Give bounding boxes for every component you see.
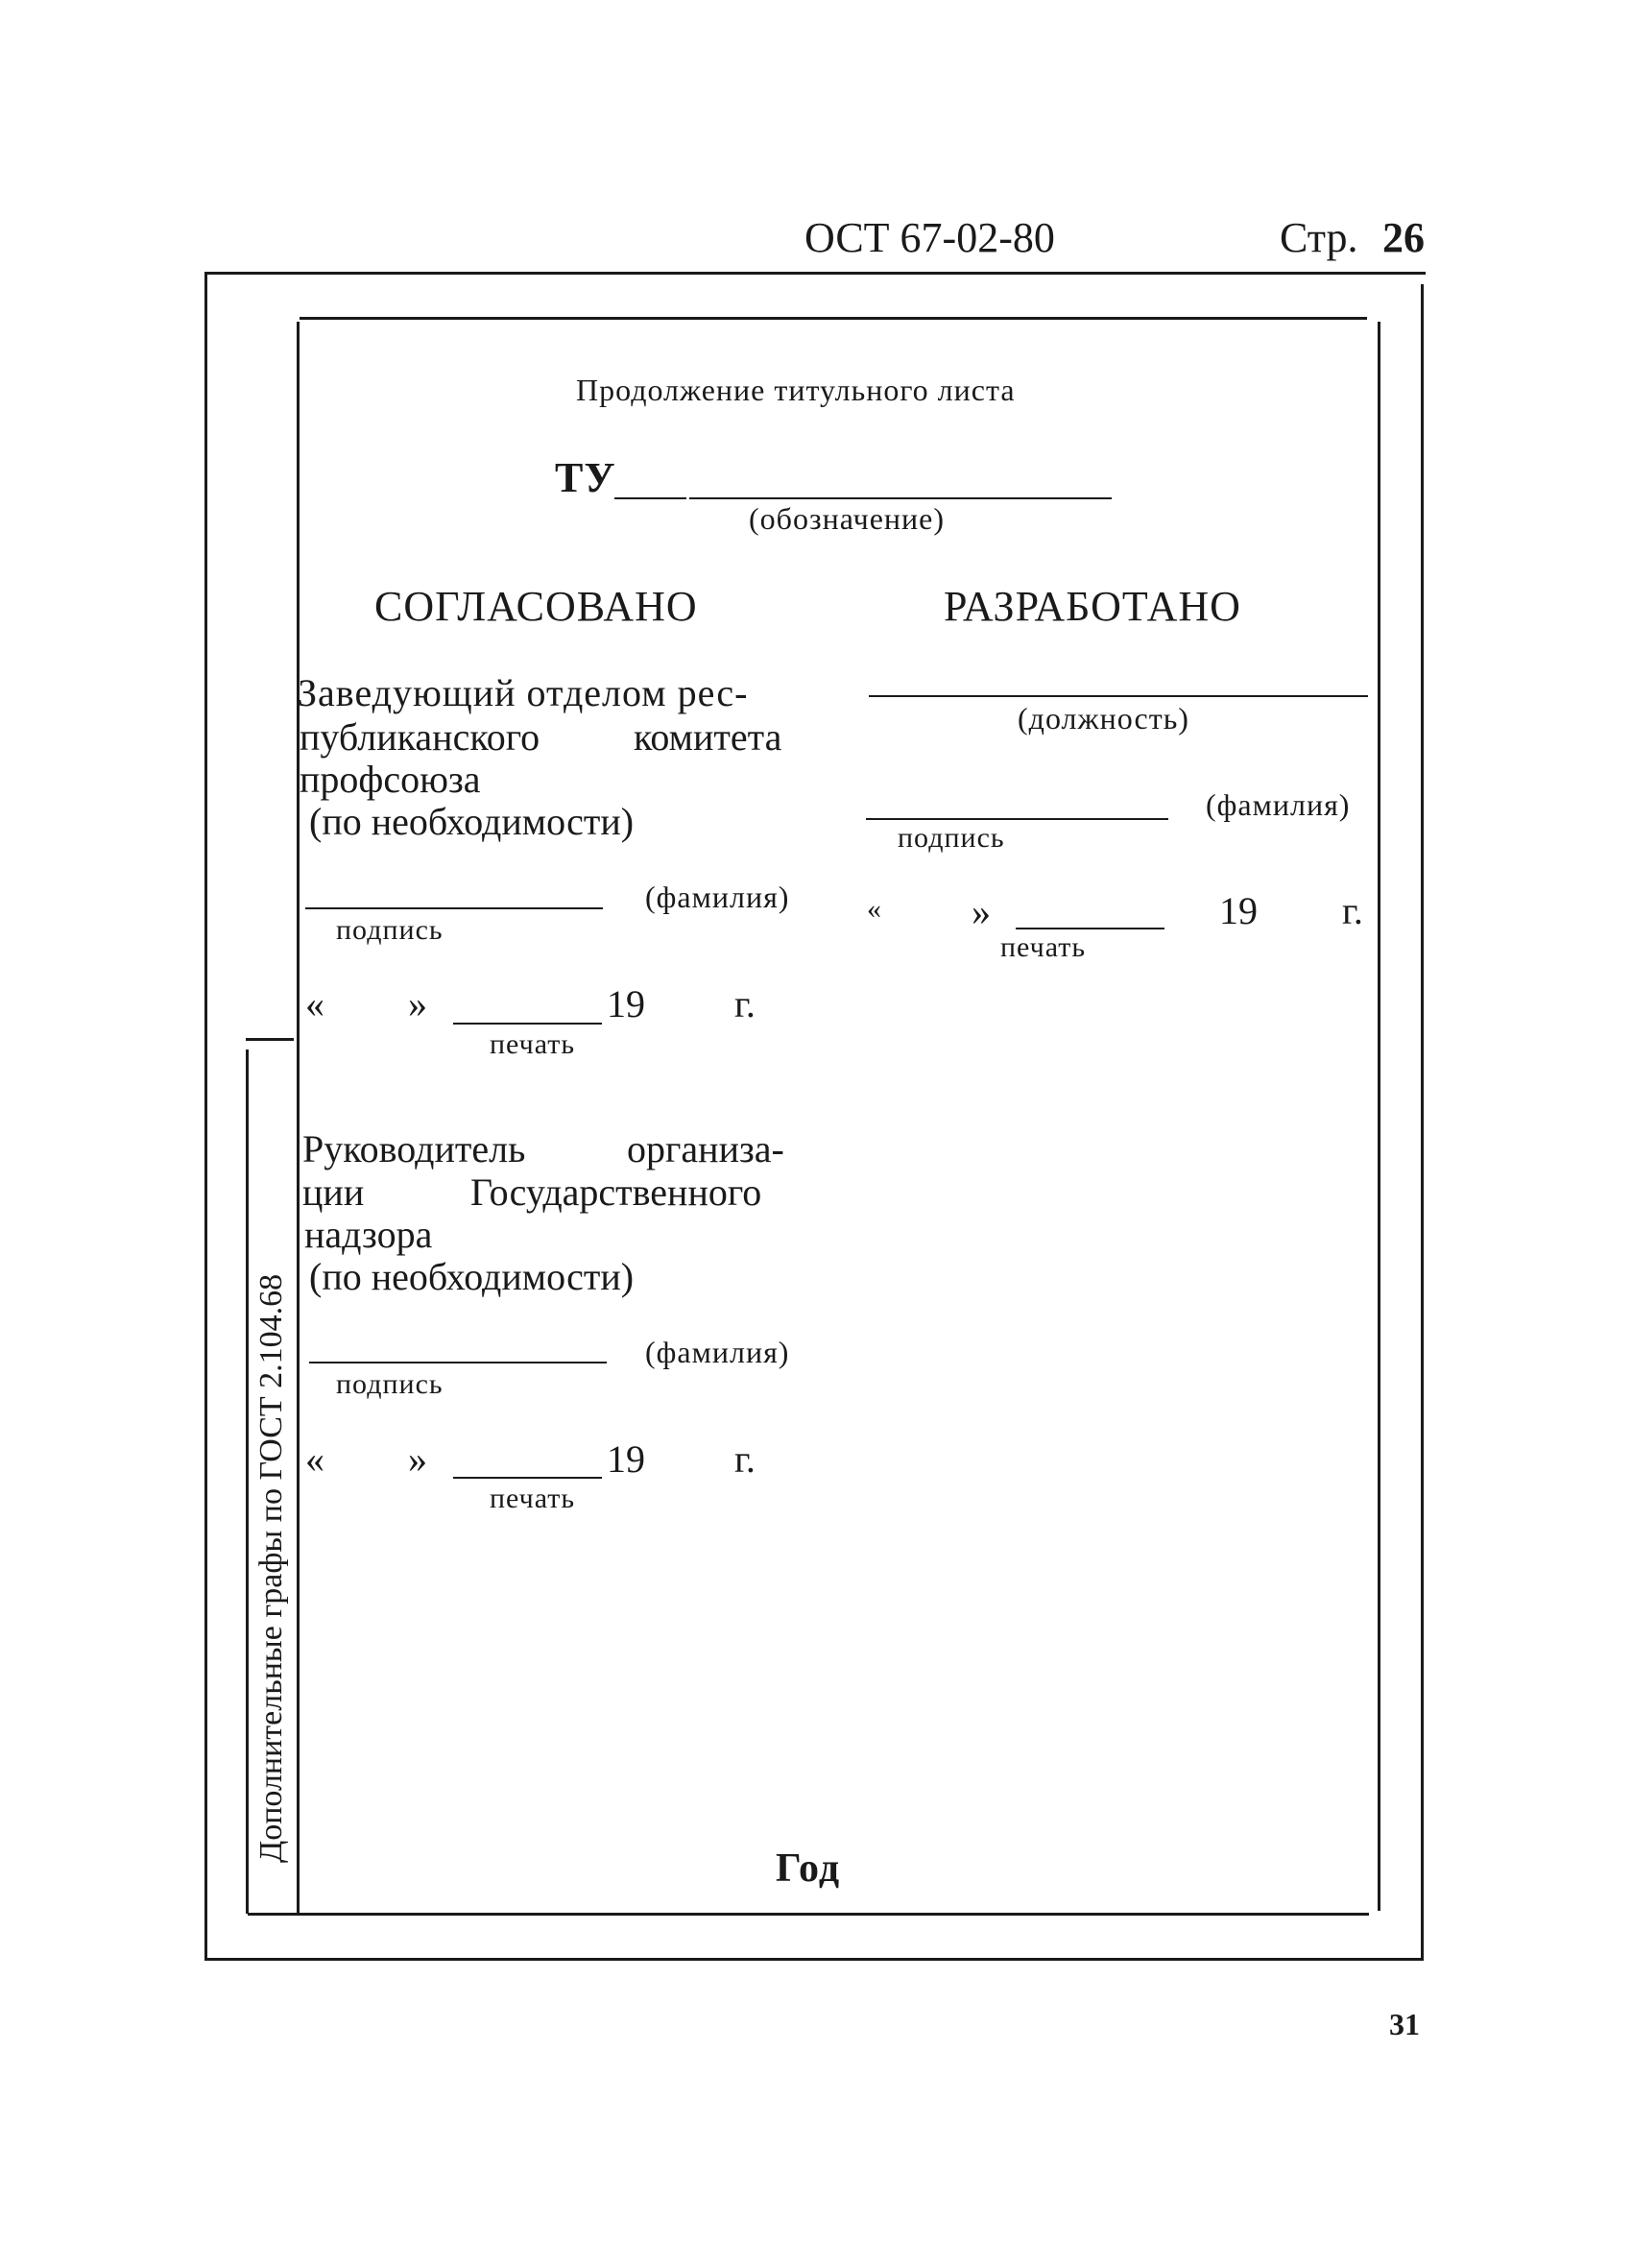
outer-frame-left [204, 272, 207, 1959]
agreed2-line1b: организа- [627, 1127, 784, 1170]
agreed1-quote-open: « [305, 982, 324, 1025]
tu-label: ТУ [555, 454, 616, 501]
outer-frame-right [1421, 284, 1424, 1960]
inner-frame-left [297, 322, 300, 1914]
side-label: Дополнительные графы по ГОСТ 2.104.68 [253, 1273, 289, 1863]
developed-year-prefix: 19 [1219, 889, 1258, 932]
developed-position-line [869, 695, 1368, 697]
agreed1-year-prefix: 19 [607, 982, 645, 1025]
agreed1-signature-line [305, 907, 603, 909]
agreed2-year-suffix: г. [734, 1437, 756, 1481]
agreed1-line1: Заведующий отделом рес- [298, 671, 749, 714]
agreed1-surname-label: (фамилия) [645, 880, 790, 914]
agreed2-line3: надзора [304, 1213, 433, 1256]
agreed2-line2a: ции [302, 1170, 365, 1214]
developed-signature-label: подпись [898, 822, 1005, 854]
agreed2-line4: (по необходимости) [309, 1255, 635, 1298]
footer-page-number: 31 [1389, 2007, 1420, 2041]
document-code: ОСТ 67-02-80 [804, 214, 1055, 261]
agreed2-signature-line [309, 1362, 607, 1363]
tu-line-short [614, 497, 686, 499]
agreed1-year-suffix: г. [734, 982, 756, 1025]
agreed2-date-line [453, 1477, 602, 1479]
agreed1-quote-close: » [408, 982, 427, 1025]
developed-quote-close: » [972, 890, 991, 933]
agreed2-quote-open: « [305, 1437, 324, 1481]
page-number: 26 [1382, 214, 1425, 261]
agreed2-line1a: Руководитель [302, 1127, 526, 1170]
agreed2-quote-close: » [408, 1437, 427, 1481]
developed-surname-label: (фамилия) [1206, 787, 1351, 822]
agreed2-year-prefix: 19 [607, 1437, 645, 1481]
continuation-title: Продолжение титульного листа [576, 373, 1016, 407]
developed-year-suffix: г. [1342, 889, 1363, 932]
agreed2-signature-label: подпись [336, 1368, 444, 1400]
side-strip-top [246, 1038, 294, 1041]
side-strip-left [246, 1050, 249, 1914]
agreed1-signature-label: подпись [336, 914, 444, 946]
developed-stamp-label: печать [1000, 931, 1087, 963]
inner-frame-bottom [248, 1913, 1369, 1916]
outer-frame-bottom [204, 1958, 1424, 1961]
agreed1-stamp-label: печать [490, 1028, 576, 1060]
agreed1-line2a: публиканского [300, 715, 540, 759]
year-label: Год [776, 1846, 841, 1891]
inner-frame-top [300, 317, 1367, 320]
agreed1-date-line [453, 1023, 602, 1025]
page-label: Стр. [1280, 214, 1358, 261]
agreed1-line4: (по необходимости) [309, 800, 635, 843]
agreed2-stamp-label: печать [490, 1483, 576, 1514]
developed-quote-open: « [867, 893, 881, 925]
inner-frame-right [1378, 322, 1380, 1911]
developed-position-label: (должность) [1018, 701, 1189, 736]
developed-signature-line [866, 818, 1168, 820]
agreed-heading: СОГЛАСОВАНО [374, 583, 698, 630]
tu-caption: (обозначение) [749, 501, 946, 536]
developed-heading: РАЗРАБОТАНО [944, 583, 1241, 630]
agreed2-line2b: Государственного [470, 1170, 762, 1214]
agreed2-surname-label: (фамилия) [645, 1335, 790, 1369]
developed-date-line [1016, 928, 1164, 929]
tu-line-long [689, 497, 1112, 499]
agreed1-line2b: комитета [634, 715, 782, 759]
agreed1-line3: профсоюза [300, 758, 481, 801]
outer-frame-top [206, 272, 1426, 275]
